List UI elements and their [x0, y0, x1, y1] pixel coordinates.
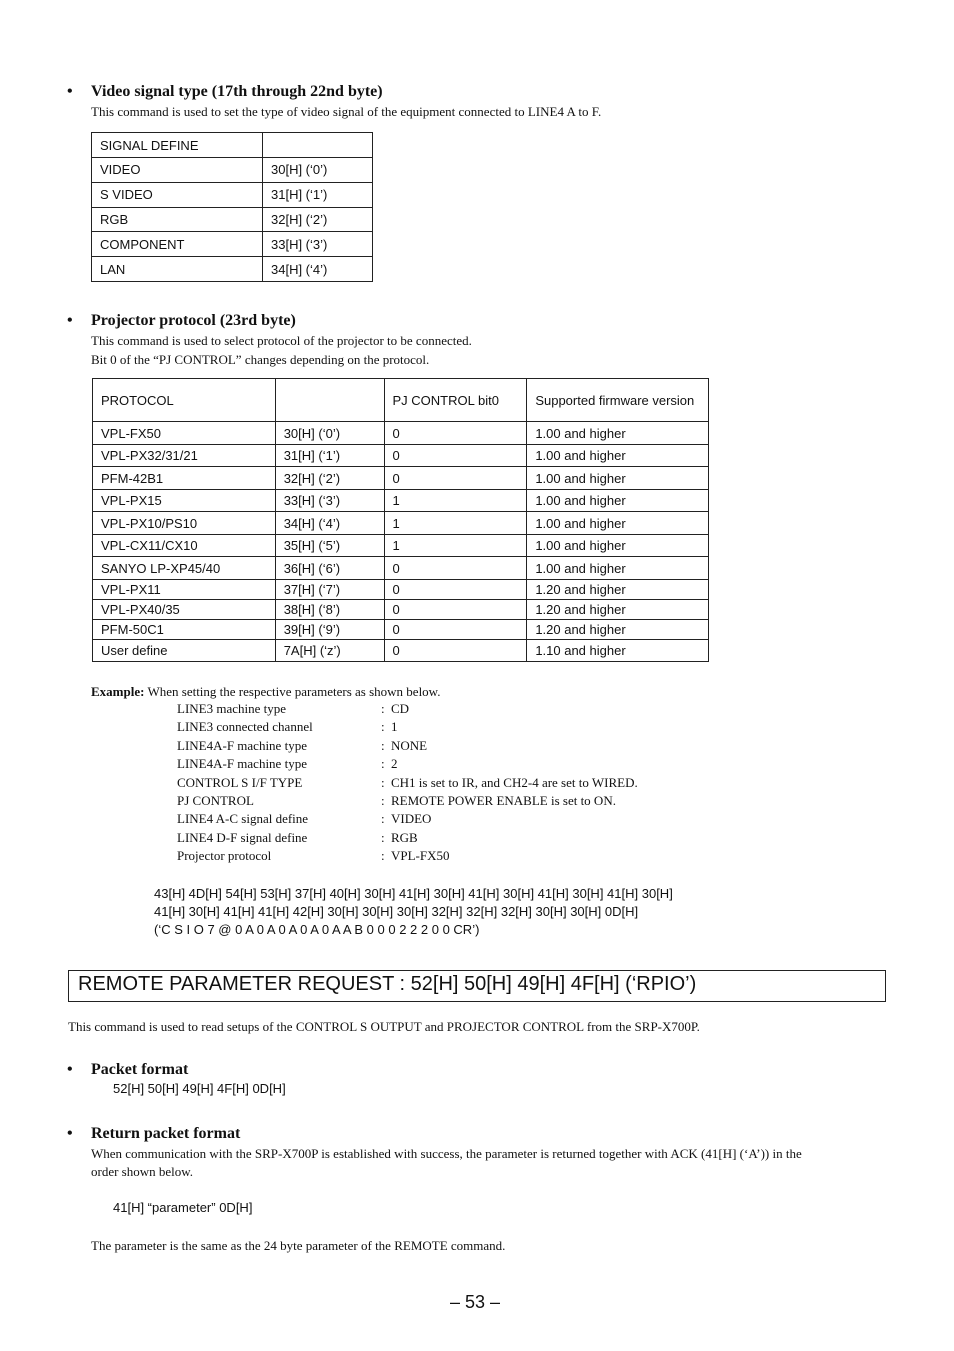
example-colon: :	[381, 701, 385, 716]
example-hex-ascii: (‘C S I O 7 @ 0 A 0 A 0 A 0 A 0 A A B 0 0 0 2 2 2 0 0 CR’)	[154, 922, 480, 937]
firmware-version-cell: 1.00 and higher	[527, 422, 709, 445]
firmware-version-cell: 1.10 and higher	[527, 640, 709, 662]
firmware-version-cell: 1.20 and higher	[527, 580, 709, 600]
protocol-header-cell: PROTOCOL	[93, 379, 276, 422]
example-label: Example:	[91, 684, 145, 699]
firmware-version-cell: 1.00 and higher	[527, 512, 709, 535]
packet-format-value: 52[H] 50[H] 49[H] 4F[H] 0D[H]	[113, 1081, 286, 1096]
protocol-code-cell: 31[H] (‘1’)	[275, 445, 384, 467]
protocol-code-cell: 7A[H] (‘z’)	[275, 640, 384, 662]
protocol-table-row	[93, 640, 709, 662]
example-colon: :	[381, 774, 385, 790]
example-parameter-value: CH1 is set to IR, and CH2-4 are set to WIRED.	[391, 774, 638, 790]
example-parameter-value: REMOTE POWER ENABLE is set to ON.	[391, 792, 616, 808]
example-intro	[91, 682, 440, 701]
protocol-name-cell: User define	[93, 640, 276, 662]
protocol-table-row	[93, 512, 709, 535]
video-table-row	[92, 133, 373, 158]
example-parameter-value: RGB	[391, 829, 418, 845]
protocol-table-row	[93, 535, 709, 557]
firmware-version-cell: 1.00 and higher	[527, 445, 709, 467]
example-colon: :	[381, 719, 385, 735]
signal-code-cell: 31[H] (‘1’)	[263, 182, 373, 207]
page-number: – 53 –	[450, 1292, 501, 1312]
packet-format-heading-text: Packet format	[91, 1061, 189, 1078]
video-signal-description: This command is used to set the type of video signal of the equipment connected to LINE4 A to F.	[91, 104, 602, 119]
protocol-name-cell: VPL-CX11/CX10	[93, 535, 276, 557]
protocol-table-row	[93, 580, 709, 600]
bullet-icon: •	[67, 1125, 73, 1142]
protocol-name-cell: VPL-PX32/31/21	[93, 445, 276, 467]
rpio-title-box	[68, 970, 886, 1002]
protocol-code-cell: 33[H] (‘3’)	[275, 490, 384, 512]
pj-control-bit-cell: 0	[384, 467, 527, 490]
protocol-table-row	[93, 422, 709, 445]
protocol-table-header	[93, 379, 709, 422]
protocol-code-cell: 35[H] (‘5’)	[275, 535, 384, 557]
protocol-name-cell: VPL-PX15	[93, 490, 276, 512]
example-parameter-row	[177, 810, 638, 828]
protocol-name-cell: VPL-PX10/PS10	[93, 512, 276, 535]
example-parameter-row	[177, 847, 638, 865]
example-parameter-row	[177, 700, 638, 718]
bullet-icon: •	[67, 1061, 73, 1078]
example-colon: :	[381, 848, 385, 864]
return-packet-heading	[67, 1125, 240, 1143]
projector-protocol-heading-text: Projector protocol (23rd byte)	[91, 312, 296, 329]
example-parameter-list	[177, 700, 638, 866]
signal-code-cell	[263, 133, 373, 158]
example-colon: :	[381, 811, 385, 827]
example-hex-line-2: 41[H] 30[H] 41[H] 41[H] 42[H] 30[H] 30[H] 30[H] 32[H] 32[H] 32[H] 30[H] 30[H] 0D[H]	[154, 904, 639, 919]
pj-control-bit-cell: 1	[384, 512, 527, 535]
example-parameter-row	[177, 737, 638, 755]
pj-control-bit-cell: 0	[384, 600, 527, 620]
example-parameter-value: 1	[391, 719, 398, 735]
video-table-row	[92, 232, 373, 257]
example-parameter-name: LINE4A-F machine type	[177, 737, 307, 753]
pj-control-bit-cell: 0	[384, 557, 527, 580]
pj-control-bit-cell: 0	[384, 422, 527, 445]
example-parameter-row	[177, 755, 638, 773]
protocol-name-cell: VPL-FX50	[93, 422, 276, 445]
signal-name-cell: VIDEO	[92, 158, 263, 183]
protocol-code-cell: 38[H] (‘8’)	[275, 600, 384, 620]
video-table-row	[92, 207, 373, 232]
video-signal-heading-text: Video signal type (17th through 22nd byte)	[91, 83, 383, 100]
signal-name-cell: COMPONENT	[92, 232, 263, 257]
example-hex-line-1: 43[H] 4D[H] 54[H] 53[H] 37[H] 40[H] 30[H] 41[H] 30[H] 41[H] 30[H] 41[H] 30[H] 41[H] 30[H]	[154, 886, 673, 901]
protocol-table-row	[93, 490, 709, 512]
example-parameter-name: LINE4A-F machine type	[177, 756, 307, 772]
bullet-icon: •	[67, 83, 73, 100]
projector-protocol-table	[92, 378, 709, 662]
example-parameter-row	[177, 829, 638, 847]
bullet-icon: •	[67, 312, 73, 329]
example-parameter-name: LINE4 A-C signal define	[177, 811, 309, 827]
signal-name-cell: SIGNAL DEFINE	[92, 133, 263, 158]
example-parameter-name: Projector protocol	[177, 848, 272, 864]
video-table-row	[92, 257, 373, 282]
example-parameter-name: LINE3 machine type	[177, 701, 287, 716]
protocol-header-cell: Supported firmware version	[527, 379, 709, 422]
example-parameter-value: VPL-FX50	[391, 848, 450, 864]
protocol-table-row	[93, 445, 709, 467]
pj-control-bit-cell: 0	[384, 580, 527, 600]
video-table-row	[92, 182, 373, 207]
example-parameter-name: CONTROL S I/F TYPE	[177, 774, 303, 790]
return-packet-line2: order shown below.	[91, 1164, 194, 1179]
example-parameter-value: VIDEO	[391, 811, 432, 827]
packet-format-heading	[67, 1061, 188, 1079]
video-signal-table	[91, 132, 373, 282]
protocol-table-row	[93, 467, 709, 490]
protocol-table-row	[93, 620, 709, 640]
firmware-version-cell: 1.00 and higher	[527, 557, 709, 580]
pj-control-bit-cell: 0	[384, 445, 527, 467]
protocol-header-cell: PJ CONTROL bit0	[384, 379, 527, 422]
protocol-code-cell: 37[H] (‘7’)	[275, 580, 384, 600]
signal-name-cell: RGB	[92, 207, 263, 232]
example-intro-text: When setting the respective parameters as shown below.	[147, 684, 441, 699]
protocol-name-cell: VPL-PX11	[93, 580, 276, 600]
example-colon: :	[381, 756, 385, 772]
protocol-code-cell: 34[H] (‘4’)	[275, 512, 384, 535]
example-parameter-value: CD	[391, 701, 410, 716]
signal-name-cell: S VIDEO	[92, 182, 263, 207]
firmware-version-cell: 1.00 and higher	[527, 467, 709, 490]
projector-protocol-line1: This command is used to select protocol of the projector to be connected.	[91, 333, 472, 348]
protocol-name-cell: PFM-50C1	[93, 620, 276, 640]
protocol-code-cell: 39[H] (‘9’)	[275, 620, 384, 640]
projector-protocol-line2: Bit 0 of the “PJ CONTROL” changes depending on the protocol.	[91, 352, 430, 367]
protocol-table-row	[93, 600, 709, 620]
firmware-version-cell: 1.20 and higher	[527, 620, 709, 640]
firmware-version-cell: 1.20 and higher	[527, 600, 709, 620]
example-parameter-name: LINE4 D-F signal define	[177, 829, 308, 845]
signal-name-cell: LAN	[92, 257, 263, 282]
rpio-description: This command is used to read setups of the CONTROL S OUTPUT and PROJECTOR CONTROL from the SRP-X700P.	[68, 1019, 700, 1034]
signal-code-cell: 32[H] (‘2’)	[263, 207, 373, 232]
example-parameter-name: LINE3 connected channel	[177, 719, 313, 735]
example-colon: :	[381, 792, 385, 808]
firmware-version-cell: 1.00 and higher	[527, 535, 709, 557]
example-colon: :	[381, 737, 385, 753]
protocol-header-cell	[275, 379, 384, 422]
projector-protocol-heading	[67, 312, 296, 330]
firmware-version-cell: 1.00 and higher	[527, 490, 709, 512]
return-packet-value: 41[H] “parameter” 0D[H]	[113, 1200, 253, 1215]
protocol-code-cell: 30[H] (‘0’)	[275, 422, 384, 445]
example-parameter-row	[177, 718, 638, 736]
example-parameter-row	[177, 774, 638, 792]
example-colon: :	[381, 829, 385, 845]
example-parameter-value: NONE	[391, 737, 428, 753]
protocol-code-cell: 36[H] (‘6’)	[275, 557, 384, 580]
protocol-code-cell: 32[H] (‘2’)	[275, 467, 384, 490]
signal-code-cell: 34[H] (‘4’)	[263, 257, 373, 282]
return-packet-heading-text: Return packet format	[91, 1125, 241, 1142]
video-signal-heading	[67, 83, 383, 101]
protocol-name-cell: VPL-PX40/35	[93, 600, 276, 620]
example-parameter-row	[177, 792, 638, 810]
return-packet-line1: When communication with the SRP-X700P is established with success, the parameter is returned together with ACK (41[H] (‘A’)) in the	[91, 1146, 802, 1161]
video-table-row	[92, 158, 373, 183]
rpio-title: REMOTE PARAMETER REQUEST : 52[H] 50[H] 49[H] 4F[H] (‘RPIO’)	[78, 973, 697, 995]
protocol-table-row	[93, 557, 709, 580]
pj-control-bit-cell: 0	[384, 620, 527, 640]
protocol-name-cell: PFM-42B1	[93, 467, 276, 490]
example-parameter-value: 2	[391, 756, 398, 772]
signal-code-cell: 30[H] (‘0’)	[263, 158, 373, 183]
pj-control-bit-cell: 1	[384, 490, 527, 512]
rpio-note: The parameter is the same as the 24 byte parameter of the REMOTE command.	[91, 1238, 506, 1253]
example-parameter-name: PJ CONTROL	[177, 792, 254, 808]
signal-code-cell: 33[H] (‘3’)	[263, 232, 373, 257]
pj-control-bit-cell: 0	[384, 640, 527, 662]
pj-control-bit-cell: 1	[384, 535, 527, 557]
protocol-name-cell: SANYO LP-XP45/40	[93, 557, 276, 580]
